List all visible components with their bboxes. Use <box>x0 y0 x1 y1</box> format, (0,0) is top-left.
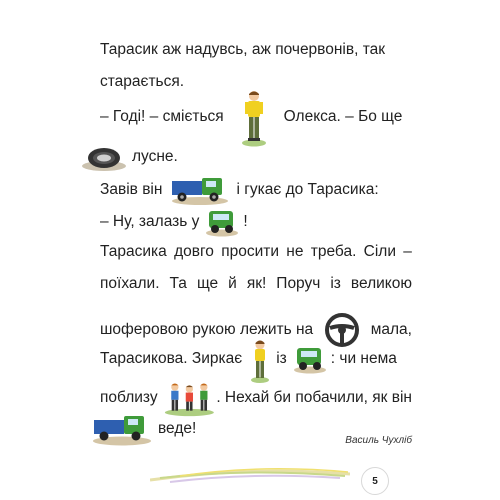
tyre-icon <box>80 142 128 172</box>
text-fragment: і гукає до Тарасика: <box>236 181 379 198</box>
steering-wheel-icon <box>324 312 360 348</box>
text-fragment: Завів він <box>100 181 163 198</box>
word: просити <box>221 243 280 260</box>
text-fragment: : чи нема <box>330 350 397 367</box>
blue-truck-icon <box>170 175 230 205</box>
text-line-4 <box>80 142 392 172</box>
word: як! <box>246 275 267 292</box>
text-fragment: старається. <box>100 73 185 90</box>
text-line-5 <box>100 175 412 205</box>
text-fragment: веде! <box>158 420 197 437</box>
author-name: Василь Чухліб <box>345 435 412 446</box>
word: й <box>228 275 237 292</box>
text-fragment: ! <box>243 213 248 230</box>
blue-truck-icon <box>92 412 152 446</box>
word: Сіли <box>363 243 397 260</box>
text-line-7 <box>100 242 412 262</box>
text-fragment: – Годі! – сміється <box>100 108 224 125</box>
text-fragment: мала, <box>370 321 412 338</box>
green-truck-cab-icon <box>293 344 327 374</box>
text-line-6 <box>100 207 412 237</box>
decorative-swoosh-icon <box>150 462 350 486</box>
page-number: 5 <box>361 467 389 495</box>
word: не <box>286 243 304 260</box>
text-fragment: . Нехай би побачили, як він <box>216 389 412 406</box>
word: великою <box>350 275 412 292</box>
word: Поруч <box>276 275 321 292</box>
word: із <box>330 275 341 292</box>
text-line-3 <box>100 107 412 127</box>
boy-figure-icon <box>240 89 268 147</box>
boy-figure-icon <box>250 339 270 383</box>
text-line-10 <box>100 344 412 374</box>
word: поїхали. <box>100 275 160 292</box>
green-truck-cab-icon <box>205 207 239 237</box>
text-line-1 <box>100 40 412 60</box>
text-fragment: – Ну, залазь у <box>100 213 200 230</box>
text-fragment: поблизу <box>100 389 158 406</box>
word: – <box>403 243 412 260</box>
word: треба. <box>310 243 357 260</box>
word: Та <box>169 275 187 292</box>
text-fragment: із <box>276 350 287 367</box>
text-line-8 <box>100 274 412 294</box>
text-fragment: Тарасикова. Зиркає <box>100 350 243 367</box>
text-fragment: Олекса. – Бо ще <box>283 108 403 125</box>
word: Тарасика <box>100 243 167 260</box>
word: ще <box>196 275 219 292</box>
text-fragment: шоферовою рукою лежить на <box>100 321 314 338</box>
word: довго <box>174 243 214 260</box>
text-fragment: лусне. <box>132 148 178 165</box>
text-fragment: Тарасик аж надувсь, аж почервонів, так <box>100 41 386 58</box>
